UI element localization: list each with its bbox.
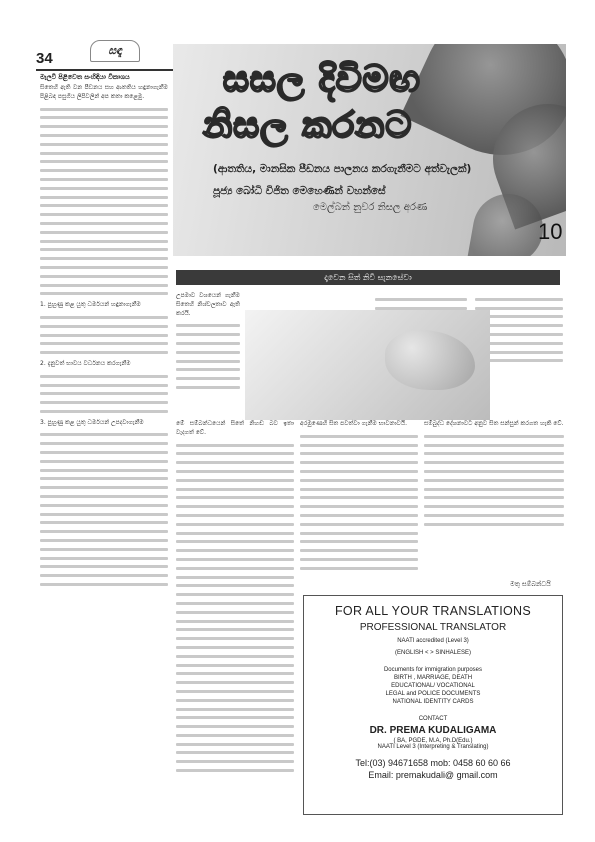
text-line	[40, 513, 168, 516]
text-line	[176, 567, 294, 570]
ad-doc-item: LEGAL and POLICE DOCUMENTS	[385, 691, 481, 697]
list-item: 3. පුහුණු කළ යුතු ධර්මයන් උපදවාගැනීම	[40, 418, 144, 426]
ad-service: PROFESSIONAL TRANSLATOR	[359, 622, 507, 633]
magazine-logo: සඳෑ	[90, 40, 140, 62]
text-line	[424, 461, 564, 464]
middle-intro: උපමාව වශයෙන් ගැනීම සිතෙහි නිශ්චලතාව ඇති කරයි.	[176, 292, 240, 317]
text-line	[176, 342, 240, 345]
text-line	[40, 334, 168, 337]
text-line	[40, 275, 168, 278]
text-line	[40, 451, 168, 454]
text-line	[176, 377, 240, 380]
text-line	[176, 628, 294, 631]
text-line	[300, 479, 418, 482]
text-line	[176, 760, 294, 763]
text-line	[40, 495, 168, 498]
mudra-hand-icon	[385, 330, 475, 390]
text-line	[300, 523, 418, 526]
ad-naati-level: NAATI Level 3 (Interpreting & Translating)	[377, 744, 489, 750]
text-line	[40, 351, 168, 354]
text-line	[40, 152, 168, 155]
ad-qualifications: ( BA, PGDE, M.A, Ph.D(Edu.)	[393, 738, 473, 744]
text-line	[40, 401, 168, 404]
text-line	[176, 690, 294, 693]
text-line	[40, 204, 168, 207]
text-line	[40, 134, 168, 137]
translation-advertisement	[303, 595, 563, 815]
text-line	[176, 655, 294, 658]
text-line	[300, 496, 418, 499]
text-line	[176, 716, 294, 719]
text-line	[424, 496, 564, 499]
text-line	[176, 769, 294, 772]
left-column-text	[40, 84, 168, 814]
text-line	[176, 549, 294, 552]
bottom-paragraph: අරමුණෙහි සිත පවත්වා ගැනීම භාවනාවයි.	[300, 420, 408, 427]
text-line	[40, 240, 168, 243]
text-line	[176, 324, 240, 327]
text-line	[40, 477, 168, 480]
text-line	[176, 461, 294, 464]
text-line	[40, 178, 168, 181]
text-line	[176, 743, 294, 746]
text-line	[176, 333, 240, 336]
text-line	[40, 266, 168, 269]
text-line	[424, 479, 564, 482]
text-line	[300, 549, 418, 552]
text-line	[176, 505, 294, 508]
ad-email: Email: premakudali@ gmail.com	[368, 770, 498, 780]
text-line	[300, 558, 418, 561]
text-line	[40, 248, 168, 251]
text-line	[176, 734, 294, 737]
to-be-continued: මතු සම්බන්ධයි	[510, 580, 551, 588]
text-line	[176, 514, 294, 517]
text-line	[375, 298, 467, 301]
ad-doc-item: NATIONAL IDENTITY CARDS	[392, 699, 474, 705]
feature-author: පූජ්‍ය බෝධි විජිත මෙහෙණින් වහන්සේ	[213, 185, 386, 197]
text-line	[300, 540, 418, 543]
text-line	[40, 504, 168, 507]
text-line	[176, 496, 294, 499]
text-line	[40, 160, 168, 163]
bottom-column-3	[424, 420, 564, 580]
text-line	[40, 557, 168, 560]
text-line	[40, 469, 168, 472]
text-line	[424, 523, 564, 526]
text-line	[40, 530, 168, 533]
text-line	[176, 646, 294, 649]
text-line	[40, 565, 168, 568]
text-line	[176, 479, 294, 482]
article-number: 10	[538, 219, 563, 244]
ad-doc-item: BIRTH , MARRIAGE, DEATH	[393, 675, 473, 681]
text-line	[300, 435, 418, 438]
text-line	[176, 386, 240, 389]
text-line	[40, 196, 168, 199]
bottom-column-1	[176, 420, 294, 815]
text-line	[300, 470, 418, 473]
text-line	[40, 384, 168, 387]
text-line	[424, 435, 564, 438]
text-line	[40, 257, 168, 260]
text-line	[176, 699, 294, 702]
text-line	[40, 143, 168, 146]
text-line	[424, 470, 564, 473]
text-line	[40, 433, 168, 436]
text-line	[475, 298, 563, 301]
section-band: දෑවෙන සිත් නිවී සැනසේවා	[176, 270, 560, 285]
text-line	[176, 602, 294, 605]
text-line	[176, 444, 294, 447]
text-line	[176, 584, 294, 587]
text-line	[40, 316, 168, 319]
bottom-paragraph: සම්බුද්ධ දේශනාවට අනුව සිත සන්සුන් කරගත හැකි වේ.	[424, 420, 564, 427]
text-line	[424, 452, 564, 455]
text-line	[424, 505, 564, 508]
feature-author-place: මෙල්බන් නුවර නිසල අරණ	[313, 202, 428, 213]
text-line	[300, 505, 418, 508]
text-line	[40, 548, 168, 551]
feature-title-line-2: නිසල කරනට	[203, 104, 413, 146]
text-line	[176, 523, 294, 526]
text-line	[40, 187, 168, 190]
text-line	[176, 368, 240, 371]
list-item: 2. දැනුවත් භාවය වර්ධනය කරගැනීම	[40, 359, 131, 367]
text-line	[176, 452, 294, 455]
column-heading: මැලවී පිළිවෙත සංහිඳියා විකාශය	[40, 73, 130, 81]
text-line	[40, 574, 168, 577]
text-line	[176, 540, 294, 543]
text-line	[176, 664, 294, 667]
text-line	[176, 725, 294, 728]
page-number: 34	[36, 50, 53, 67]
ad-headline: FOR ALL YOUR TRANSLATIONS	[335, 604, 531, 618]
text-line	[176, 351, 240, 354]
text-line	[176, 360, 240, 363]
text-line	[300, 452, 418, 455]
ad-doc-item: EDUCATIONAL/ VOCATIONAL	[391, 683, 475, 689]
text-line	[40, 222, 168, 225]
bottom-paragraph: මේ සම්බන්ධයෙන් සිතේ නිහඬ බව ඉතා වැදගත් වේ.	[176, 420, 294, 436]
text-line	[40, 231, 168, 234]
text-line	[40, 342, 168, 345]
text-line	[176, 576, 294, 579]
text-line	[176, 470, 294, 473]
ad-languages: (ENGLISH < > SINHALESE)	[394, 650, 472, 656]
text-line	[40, 213, 168, 216]
text-line	[176, 532, 294, 535]
text-line	[40, 486, 168, 489]
ad-documents	[304, 666, 562, 706]
left-column-intro: සිතෙහි ඇති වන පීඩනය සහ ආතතිය හඳුනාගැනීම පිළිබඳ පසුගිය ලිපිවලින් අප කතා කළෙමු.	[40, 84, 168, 100]
text-line	[176, 751, 294, 754]
text-line	[40, 583, 168, 586]
feature-title-line-1: සසල දිවිමඟ	[223, 58, 421, 100]
text-line	[40, 392, 168, 395]
text-line	[40, 460, 168, 463]
text-line	[300, 488, 418, 491]
list-item: 1. පුහුණු කළ යුතු ධර්මයන් හඳුනාගැනීම	[40, 301, 141, 309]
text-line	[40, 410, 168, 413]
text-line	[176, 611, 294, 614]
meditation-hand-image	[245, 310, 490, 420]
text-line	[40, 292, 168, 295]
text-line	[424, 514, 564, 517]
ad-accreditation: NAATI accredited (Level 3)	[397, 638, 469, 644]
text-line	[40, 375, 168, 378]
text-line	[40, 539, 168, 542]
text-line	[40, 521, 168, 524]
text-line	[176, 708, 294, 711]
text-line	[40, 169, 168, 172]
ad-translator-name: DR. PREMA KUDALIGAMA	[369, 725, 497, 736]
text-line	[300, 567, 418, 570]
text-line	[424, 488, 564, 491]
feature-hero	[173, 44, 566, 256]
text-line	[40, 325, 168, 328]
text-line	[300, 444, 418, 447]
ad-contact-label: CONTACT	[418, 716, 448, 722]
text-line	[300, 514, 418, 517]
ad-docs-intro: Documents for immigration purposes	[383, 667, 483, 673]
text-line	[300, 532, 418, 535]
text-line	[176, 620, 294, 623]
text-line	[176, 488, 294, 491]
text-line	[40, 108, 168, 111]
text-line	[176, 637, 294, 640]
text-line	[40, 116, 168, 119]
text-line	[176, 681, 294, 684]
text-line	[176, 558, 294, 561]
text-line	[424, 444, 564, 447]
feature-subtitle: (ආතතිය, මානසික පීඩනය පාලනය කරගැනීමට අත්වැලක්)	[213, 163, 472, 175]
text-line	[176, 593, 294, 596]
text-line	[176, 672, 294, 675]
text-line	[300, 461, 418, 464]
text-line	[40, 125, 168, 128]
text-line	[40, 442, 168, 445]
text-line	[40, 284, 168, 287]
ad-phone: Tel:(03) 94671658 mob: 0458 60 60 66	[355, 758, 511, 768]
